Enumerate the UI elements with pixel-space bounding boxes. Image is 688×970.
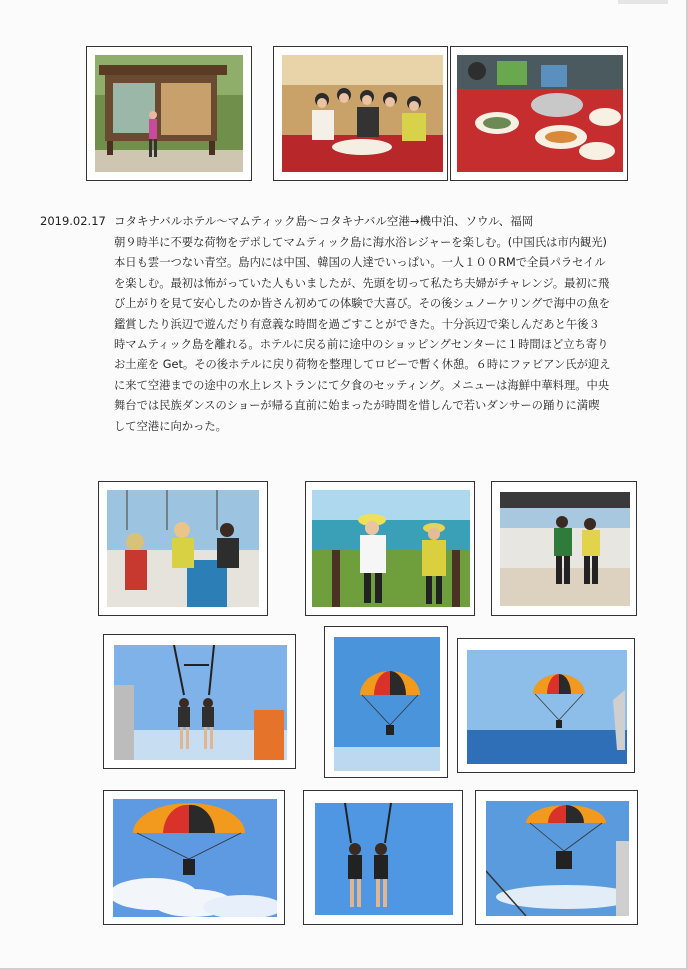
entry-date: 2019.02.17 [40,214,106,228]
photo-parasail-high [324,626,448,778]
photo-trail-signboard [86,46,252,181]
entry-title: コタキナバルホテル～マムティック島～コタキナバル空港→機中泊、ソウル、福岡 [114,214,534,228]
photo-pier-walk [305,481,475,616]
page-corner-mark [618,0,668,4]
photo-life-vests [491,481,637,616]
photo-group-dinner-toast [273,46,448,181]
photo-boat-group [98,481,268,616]
photo-parasail-launch [103,634,296,769]
photo-parasail-over-sea [457,638,635,773]
photo-parasail-clouds [103,790,285,925]
photo-parasail-couple-sky [303,790,463,925]
photo-seafood-table [450,46,628,181]
photo-parasail-tow-line [475,790,638,925]
entry-body: 朝９時半に不要な荷物をデポしてマムティック島に海水浴レジャーを楽しむ。(中国氏は市内観光) 本日も雲一つない青空。島内には中国、韓国の人達でいっぱい。一人１００RMで全員パラセイル を楽しむ。最初は怖がっていた人もいましたが、先頭を切って私たち夫婦がチャレンジ。最初に飛 び上がりを見て安心したのか皆さん初めての体験で大喜び。その後シュノーケリングで海中の魚を 鑑賞したり浜辺で遊んだり有意義な時間を過ごすことができた。十分浜辺で楽しんだあと午後３ 時マムティック島を離れる。ホテルに戻る前に途中のショッピングセンターに１時間ほど立ち寄り お土産を Get。その後ホテルに戻り荷物を整理してロビーで暫く休憩。６時にファビアン氏が迎え に来て空港までの途中の水上レストランにて夕食のセッティング。メニューは海鮮中華料理。中央 舞台では民族ダンスのショーが帰る直前に始まったが時間を惜しんで若いダンサーの踊りに満喫 して空港に向かった。 [114,236,611,433]
